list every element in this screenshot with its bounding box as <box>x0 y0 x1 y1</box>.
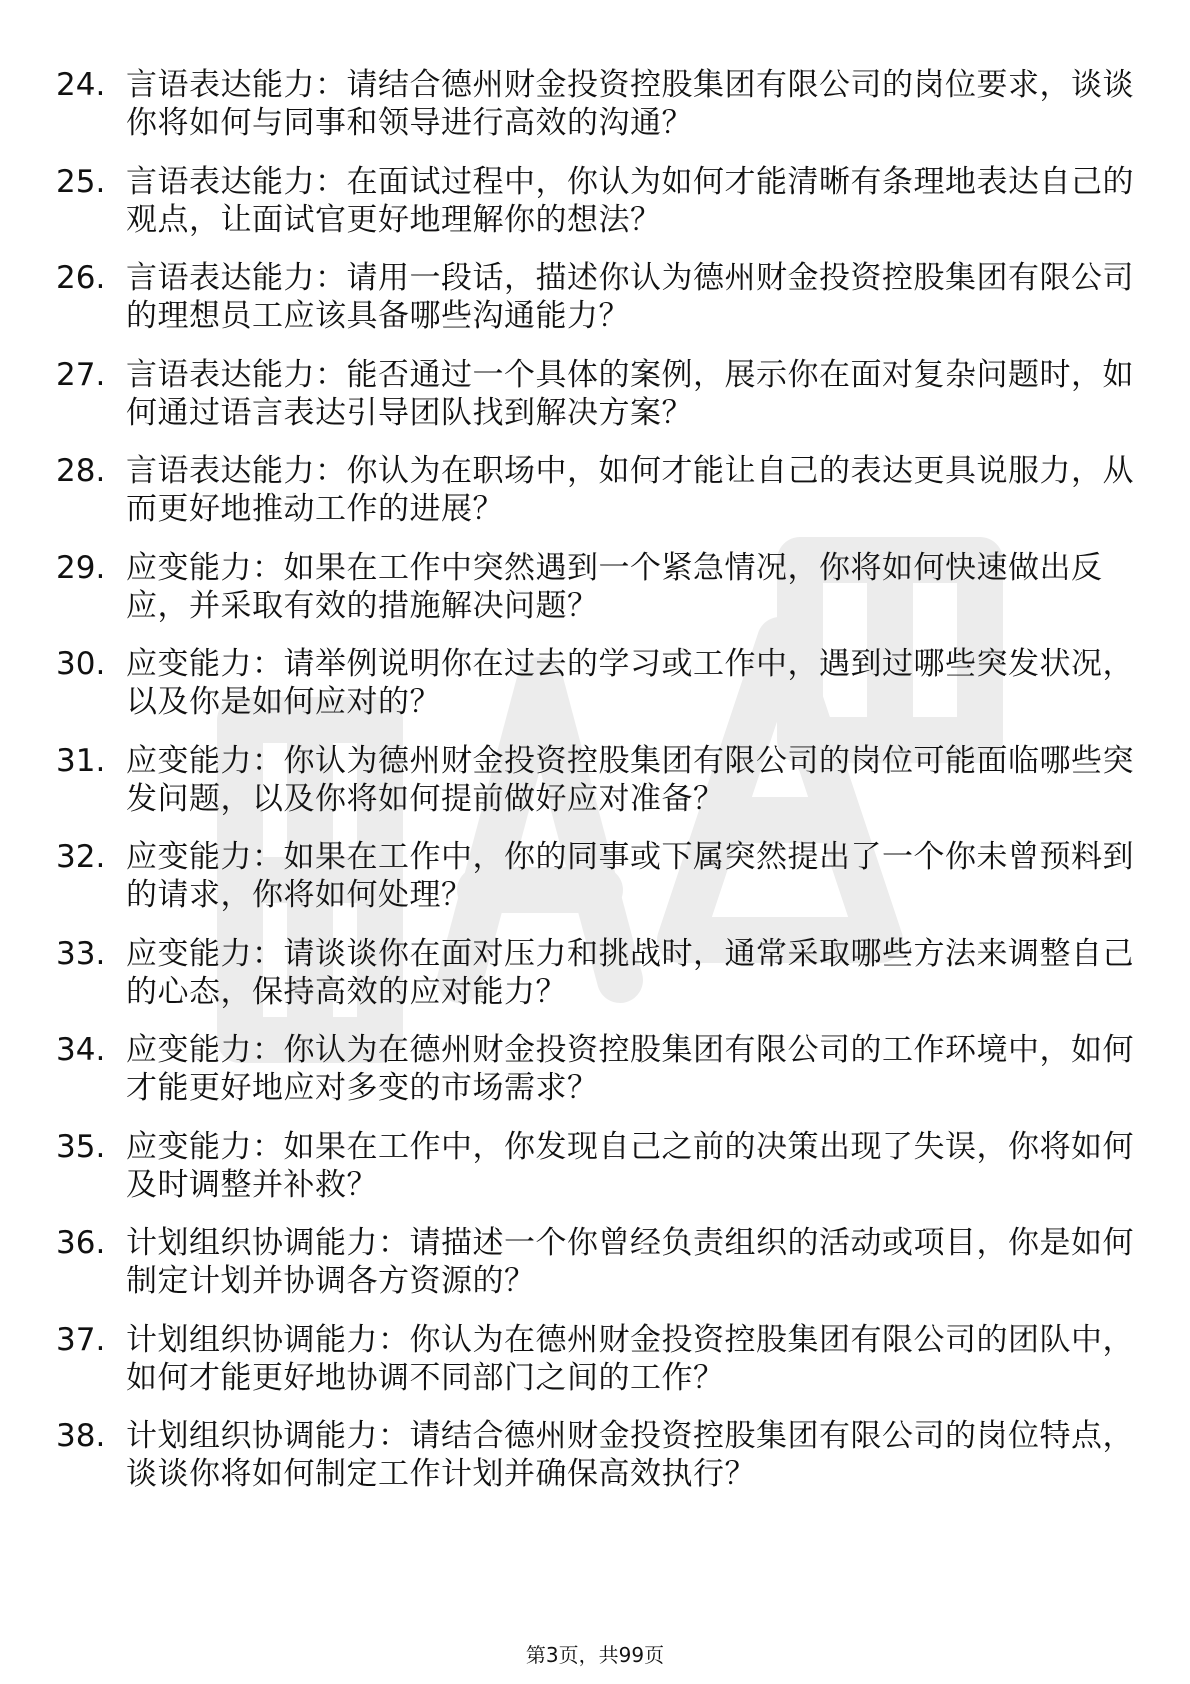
question-text: 计划组织协调能力：你认为在德州财金投资控股集团有限公司的团队中，如何才能更好地协调不同部门之间的工作？ <box>126 1321 1134 1396</box>
list-item <box>56 1031 1134 1128</box>
list-item <box>56 935 1134 1032</box>
question-number: 28. <box>56 453 106 489</box>
question-number: 35. <box>56 1128 106 1165</box>
question-text: 应变能力：如果在工作中突然遇到一个紧急情况，你将如何快速做出反应，并采取有效的措施解决问题？ <box>126 549 1103 624</box>
list-item <box>56 259 1134 356</box>
question-text: 言语表达能力：你认为在职场中，如何才能让自己的表达更具说服力，从而更好地推动工作的进展？ <box>126 453 1134 527</box>
question-number: 34. <box>56 1032 106 1068</box>
list-item <box>56 66 1134 163</box>
list-item <box>56 452 1134 549</box>
question-text: 言语表达能力：请用一段话，描述你认为德州财金投资控股集团有限公司的理想员工应该具备哪些沟通能力？ <box>126 260 1134 334</box>
question-text: 应变能力：你认为德州财金投资控股集团有限公司的岗位可能面临哪些突发问题，以及你将如何提前做好应对准备？ <box>126 742 1134 817</box>
list-item <box>56 645 1134 742</box>
list-item <box>56 1224 1134 1321</box>
list-item <box>56 838 1134 935</box>
list-item <box>56 356 1134 453</box>
question-number: 37. <box>56 1321 106 1358</box>
list-item <box>56 1417 1134 1514</box>
question-text: 言语表达能力：在面试过程中，你认为如何才能清晰有条理地表达自己的观点，让面试官更好地理解你的想法？ <box>126 163 1134 238</box>
question-text: 言语表达能力：请结合德州财金投资控股集团有限公司的岗位要求，谈谈你将如何与同事和领导进行高效的沟通？ <box>126 67 1134 141</box>
question-number: 24. <box>56 67 106 103</box>
list-item <box>56 163 1134 260</box>
list-item <box>56 742 1134 839</box>
question-number: 38. <box>56 1418 106 1454</box>
question-text: 应变能力：如果在工作中，你发现自己之前的决策出现了失误，你将如何及时调整并补救？ <box>126 1128 1134 1203</box>
question-number: 36. <box>56 1225 106 1261</box>
list-item <box>56 1128 1134 1225</box>
question-number: 30. <box>56 646 106 682</box>
question-text: 言语表达能力：能否通过一个具体的案例，展示你在面对复杂问题时，如何通过语言表达引导团队找到解决方案？ <box>126 356 1134 431</box>
question-number: 31. <box>56 742 106 779</box>
question-number: 32. <box>56 839 106 875</box>
question-text: 计划组织协调能力：请描述一个你曾经负责组织的活动或项目，你是如何制定计划并协调各方资源的？ <box>126 1225 1134 1299</box>
page-number-footer: 第3页，共99页 <box>525 1643 665 1667</box>
question-text: 应变能力：如果在工作中，你的同事或下属突然提出了一个你未曾预料到的请求，你将如何处理？ <box>126 839 1134 913</box>
question-text: 应变能力：请谈谈你在面对压力和挑战时，通常采取哪些方法来调整自己的心态，保持高效的应对能力？ <box>126 935 1134 1010</box>
question-number: 27. <box>56 356 106 393</box>
question-list <box>56 66 1134 1514</box>
question-text: 应变能力：你认为在德州财金投资控股集团有限公司的工作环境中，如何才能更好地应对多变的市场需求？ <box>126 1032 1134 1106</box>
question-number: 26. <box>56 260 106 296</box>
question-number: 25. <box>56 163 106 200</box>
question-number: 33. <box>56 935 106 972</box>
question-number: 29. <box>56 549 106 586</box>
list-item <box>56 1321 1134 1418</box>
list-item <box>56 549 1120 646</box>
question-text: 计划组织协调能力：请结合德州财金投资控股集团有限公司的岗位特点，谈谈你将如何制定工作计划并确保高效执行？ <box>126 1418 1134 1492</box>
question-text: 应变能力：请举例说明你在过去的学习或工作中，遇到过哪些突发状况，以及你是如何应对的？ <box>126 646 1134 720</box>
